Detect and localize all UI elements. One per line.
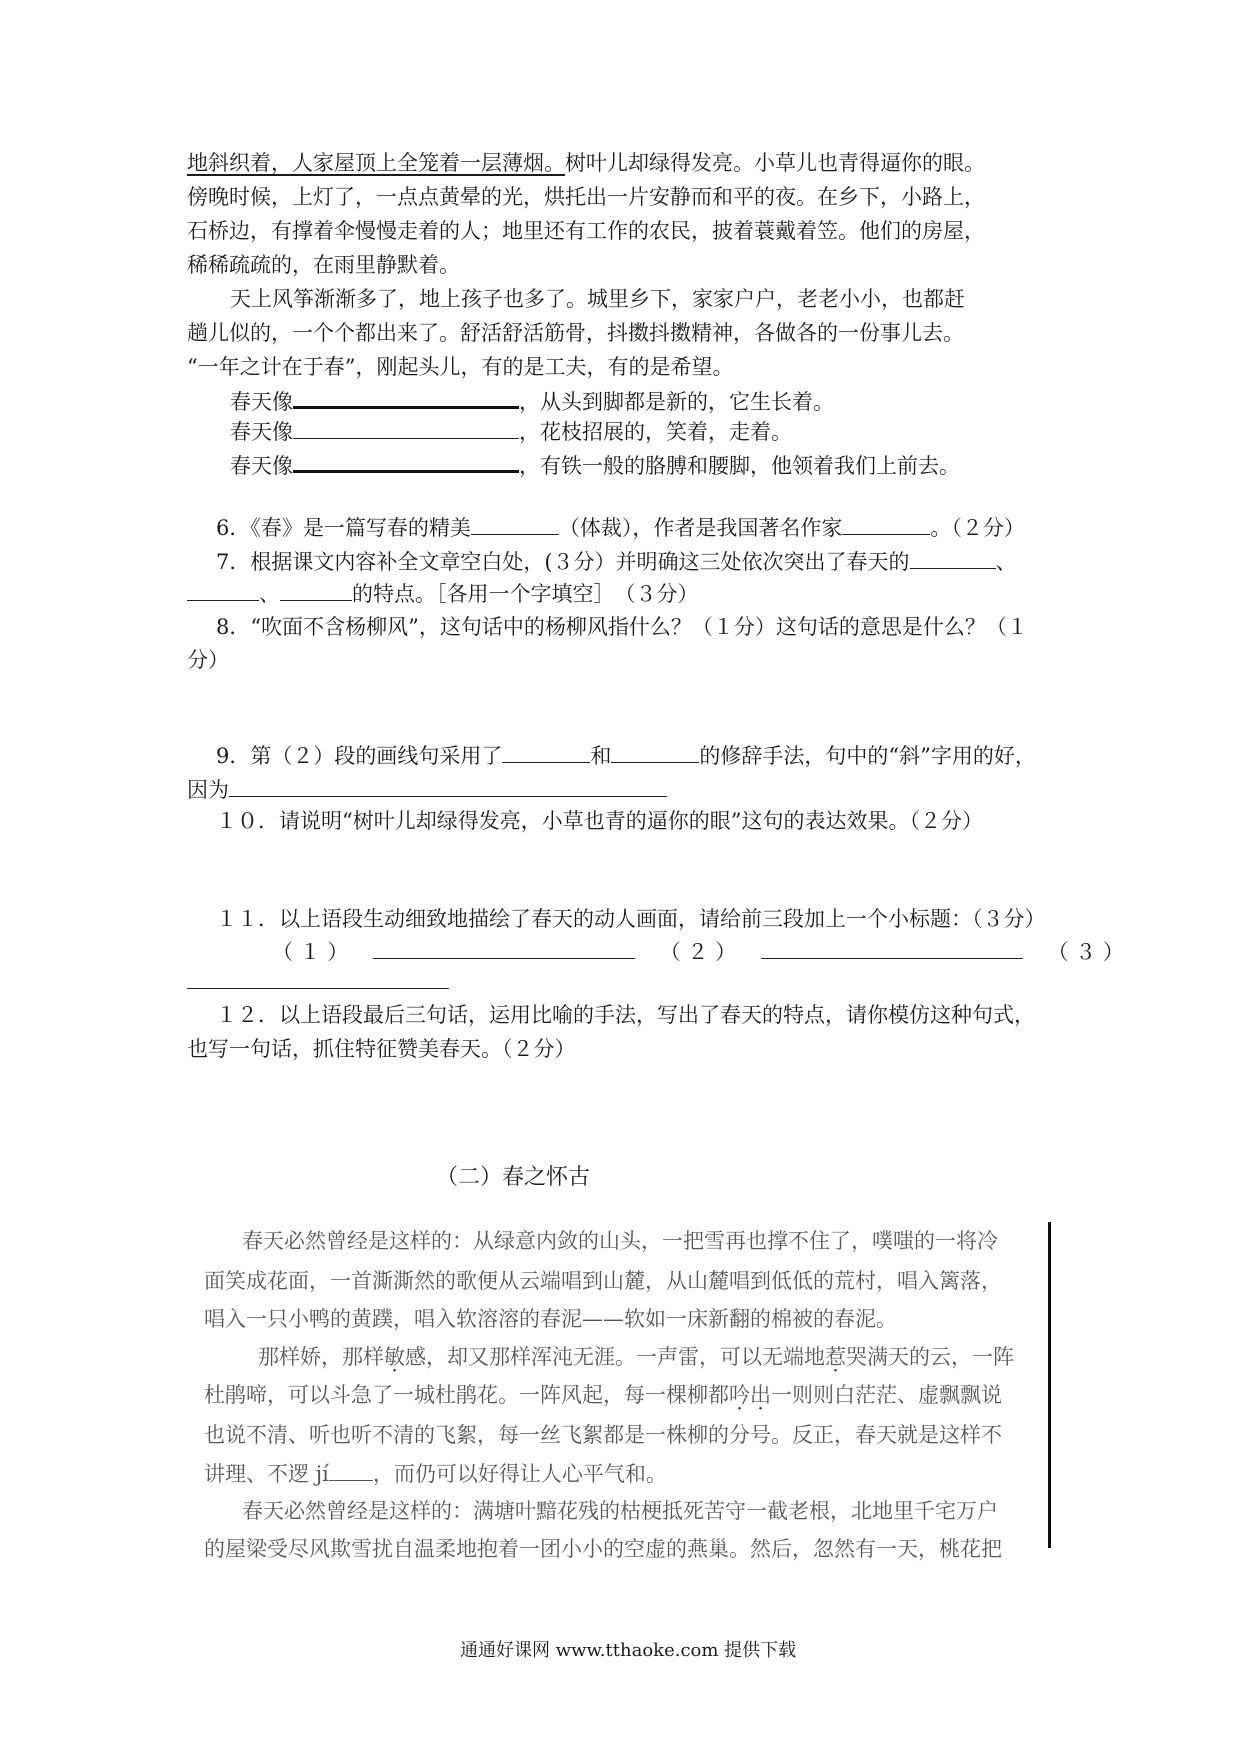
footer-text: 通通好课网 www.tthaoke.com 提供下载 [460, 1640, 797, 1661]
fill-sentence-1: 春天像 ，从头到脚都是新的，它生长着。 [230, 384, 834, 417]
question-7: 7．根据课文内容补全文章空白处，(３分）并明确这三处依次突出了春天的 、 [216, 546, 1017, 577]
emphasis-char: 出 [750, 1383, 771, 1407]
passage-line: 春天必然曾经是这样的：满塘叶黯花残的枯梗抵死苦守一截老根，北地里千宅万户 [242, 1499, 998, 1523]
answer-blank[interactable] [187, 988, 449, 989]
question-8-cont: 分） [187, 648, 229, 672]
passage-line: 趟儿似的，一个个都出来了。舒活舒活筋骨，抖擞抖擞精神，各做各的一份事儿去。 [187, 321, 964, 345]
answer-blank[interactable] [842, 512, 930, 535]
answer-blank[interactable] [611, 740, 699, 763]
emphasis-char: 吟 [729, 1383, 750, 1407]
passage-line: 傍晚时候，上灯了，一点点黄晕的光，烘托出一片安静而和平的夜。在乡下，小路上， [187, 185, 985, 209]
emphasis-char: 惹 [825, 1345, 846, 1369]
passage-line: 唱入一只小鸭的黄蹼，唱入软溶溶的春泥——软如一床新翻的棉被的春泥。 [204, 1307, 897, 1331]
answer-blank[interactable] [293, 448, 519, 473]
fill-sentence-2: 春天像 ，花枝招展的，笑着，走着。 [230, 416, 792, 447]
question-9-cont: 因为 [187, 774, 667, 805]
item-number: （ １ ） [272, 940, 349, 964]
passage-line: 的屋梁受尽风欺雪扰自温柔地抱着一团小小的空虚的燕巢。然后，忽然有一天，桃花把 [204, 1537, 1002, 1561]
item-number: （ ２ ） [659, 940, 737, 964]
passage-text: 树叶儿却绿得发亮。小草儿也青得逼你的眼。 [565, 151, 985, 175]
passage-line: 也说不清、听也听不清的飞絮，每一丝飞絮都是一株柳的分号。反正，春天就是这样不 [204, 1423, 1002, 1447]
section-title: （二）春之怀古 [436, 1165, 591, 1190]
question-10: １０．请说明“树叶儿却绿得发亮，小草也青的逼你的眼”这句的表达效果。（２分） [216, 809, 983, 833]
passage-line: 讲理、不逻 jí ，而仍可以好得让人心平气和。 [204, 1458, 667, 1489]
margin-bar [1048, 1222, 1051, 1548]
question-8: 8．“吹面不含杨柳风”，这句话中的杨柳风指什么？（１分）这句话的意思是什么？（１ [216, 615, 1028, 639]
question-11-blanks [272, 936, 1124, 967]
answer-blank[interactable] [187, 578, 259, 601]
question-7-cont: 、 的特点。［各用一个字填空］ （３分） [187, 578, 699, 609]
answer-blank[interactable] [280, 578, 352, 601]
answer-blank[interactable] [293, 384, 519, 409]
answer-blank[interactable] [761, 936, 1023, 959]
question-6: 6．《春》是一篇写春的精美 （体裁），作者是我国著名作家 。（２分） [216, 512, 1025, 543]
passage-line: “一年之计在于春”，刚起头儿，有的是工夫，有的是希望。 [187, 355, 734, 379]
passage-line [187, 148, 985, 178]
fill-sentence-3: 春天像 ，有铁一般的胳膊和腰脚，他领着我们上前去。 [230, 448, 960, 481]
answer-blank[interactable] [502, 740, 590, 763]
question-9: 9．第（２）段的画线句采用了 和 的修辞手法，句中的“斜”字用的好， [216, 740, 1036, 771]
passage-line: 稀稀疏疏的，在雨里静默着。 [187, 253, 460, 277]
answer-blank[interactable] [910, 546, 996, 569]
question-12-cont: 也写一句话，抓住特征赞美春天。（２分） [187, 1037, 576, 1061]
passage-line: 杜鹃啼，可以斗急了一城杜鹃花。一阵风起，每一棵柳都吟出一则则白茫茫、虚飘飘说 [204, 1383, 1002, 1407]
question-12: １２．以上语段最后三句话，运用比喻的手法，写出了春天的特点，请你模仿这种句式， [216, 1003, 1035, 1027]
passage-line: 石桥边，有撑着伞慢慢走着的人；地里还有工作的农民，披着蓑戴着笠。他们的房屋， [187, 219, 985, 243]
passage-line: 那样娇，那样敏感，却又那样浑沌无涯。一声雷，可以无端地惹哭满天的云，一阵 [258, 1345, 1014, 1369]
answer-blank[interactable] [329, 1458, 373, 1481]
underlined-sentence: 地斜织着，人家屋顶上全笼着一层薄烟。 [187, 151, 565, 175]
answer-blank[interactable] [293, 416, 519, 439]
question-11: １１．以上语段生动细致地描绘了春天的动人画面，请给前三段加上一个小标题：（３分） [216, 907, 1046, 931]
answer-blank[interactable] [373, 936, 635, 959]
passage-line: 面笑成花面，一首澌澌然的歌便从云端唱到山麓，从山麓唱到低低的荒村，唱入篱落， [204, 1269, 1002, 1293]
passage-line: 春天必然曾经是这样的：从绿意内敛的山头，一把雪再也撑不住了，噗嗤的一将冷 [242, 1229, 998, 1253]
emphasis-char: 敏 [384, 1345, 405, 1369]
item-number: （ ３ ） [1047, 940, 1124, 964]
answer-blank[interactable] [229, 774, 667, 797]
answer-blank[interactable] [471, 512, 559, 535]
passage-line: 天上风筝渐渐多了，地上孩子也多了。城里乡下，家家户户，老老小小，也都赶 [230, 287, 965, 311]
